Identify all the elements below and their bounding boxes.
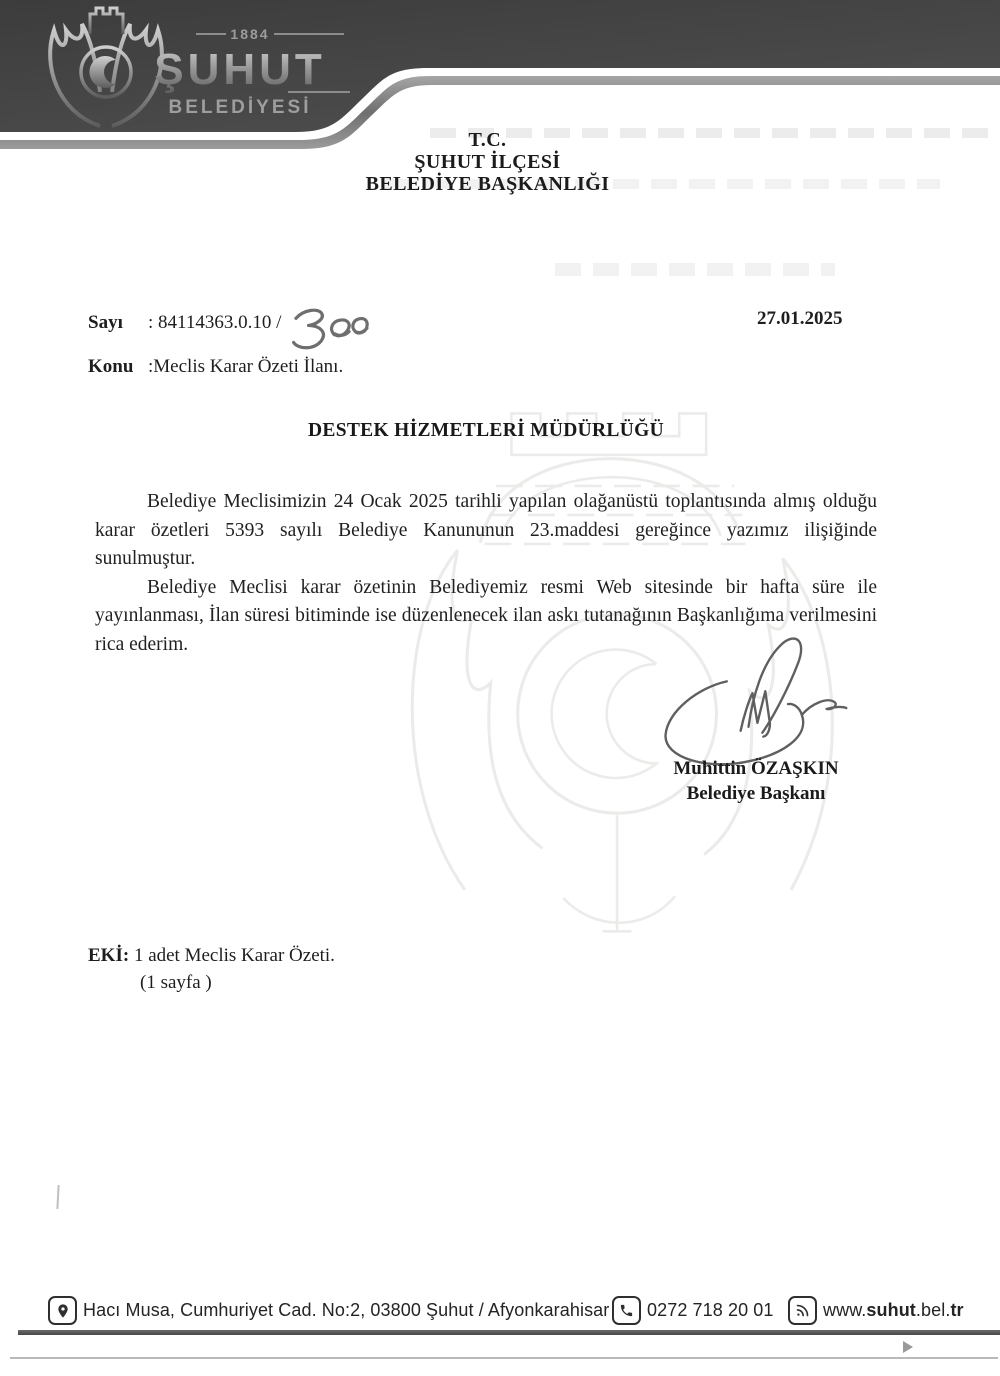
konu-row [88, 354, 371, 380]
footer-light-line [10, 1357, 998, 1359]
footer-phone-text: 0272 718 20 01 [647, 1300, 774, 1320]
footer-phone [612, 1296, 774, 1325]
document-date: 27.01.2025 [757, 308, 843, 329]
banner-brand-name: ŞUHUT [154, 45, 326, 94]
sayi-row [88, 310, 371, 354]
attachment-label: EKİ: [88, 945, 130, 966]
attachment-text: 1 adet Meclis Karar Özeti. [129, 945, 335, 966]
letter-header [0, 129, 975, 195]
signatory-name: Muhittin ÖZAŞKIN [673, 758, 839, 779]
sayi-label: Sayı [88, 312, 123, 333]
footer-website [788, 1296, 964, 1325]
body-paragraph-1: Belediye Meclisimizin 24 Ocak 2025 tarihli yapılan olağanüstü toplantısında almış olduğu karar özetleri 5393 sayılı Belediye Kanununun 23.maddesi gereğince yazımız ilişiğinde sunulmuştur. [95, 491, 877, 569]
konu-label: Konu [88, 356, 134, 377]
scan-artifact [56, 1185, 59, 1209]
header-office: BELEDİYE BAŞKANLIĞI [365, 173, 610, 195]
banner-founded-year: 1884 [230, 26, 270, 42]
right-arrow-mark [903, 1341, 913, 1353]
footer-website-text: www.suhut.bel.tr [823, 1300, 964, 1320]
header-tc: T.C. [468, 129, 507, 151]
banner-dark-shape [0, 0, 1000, 132]
footer-divider-rule [18, 1330, 1000, 1335]
handwritten-number [286, 301, 373, 351]
footer-address-text: Hacı Musa, Cumhuriyet Cad. No:2, 03800 Şuhut / Afyonkarahisar [83, 1300, 610, 1320]
signatory-title: Belediye Başkanı [686, 783, 826, 804]
sayi-value: : 84114363.0.10 / [148, 312, 282, 333]
phone-icon [612, 1296, 641, 1325]
rss-icon [788, 1296, 817, 1325]
location-pin-icon [48, 1296, 77, 1325]
footer-address [48, 1296, 609, 1325]
attachment-line2: (1 sayfa ) [140, 972, 212, 993]
document-meta [88, 310, 371, 380]
konu-value: :Meclis Karar Özeti İlanı. [148, 356, 344, 377]
recipient-heading: DESTEK HİZMETLERİ MÜDÜRLÜĞÜ [308, 420, 664, 441]
scan-artifact [555, 263, 835, 276]
header-district: ŞUHUT İLÇESİ [414, 151, 561, 173]
attachment-line1 [88, 942, 335, 969]
body-paragraph-2: Belediye Meclisi karar özetinin Belediyemiz resmi Web sitesinde bir hafta süre ile yayınlanması, İlan süresi bitiminde ise düzenlenecek ilan askı tutanağının Başkanlığıma verilmesini rica ederim. [95, 576, 877, 655]
banner-brand-subtitle: BELEDİYESİ [168, 97, 312, 118]
attachment-note [88, 942, 335, 996]
